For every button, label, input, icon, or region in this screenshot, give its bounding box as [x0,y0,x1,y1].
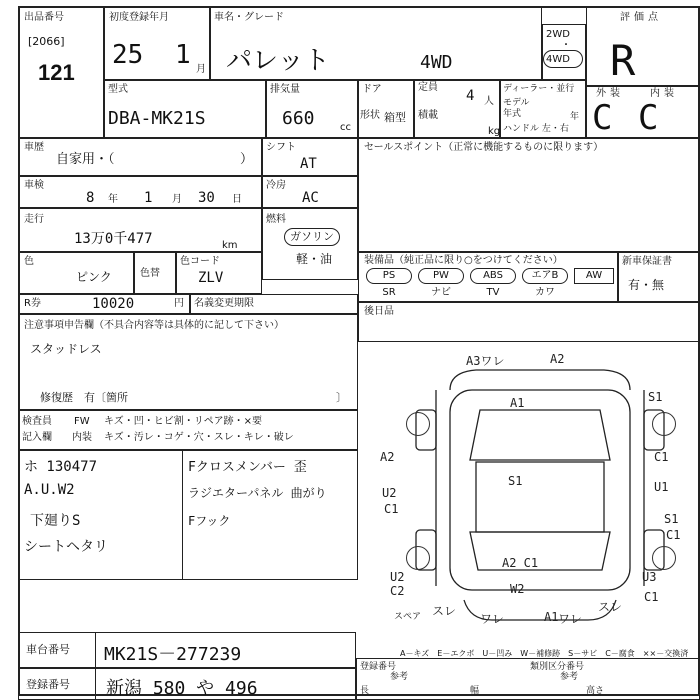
ref-label-1: 登録番号 [360,662,397,672]
color-code-value: ZLV [198,270,224,286]
equip-aw: AW [574,268,614,284]
r-label: R券 [24,298,41,309]
fw-items: キズ・凹・ヒビ割・リペア跡・×要 [104,416,262,427]
mark-u2-rear-left: U2 [390,570,405,584]
two-wd-label: 2WD [546,29,570,40]
load-label: 積載 [418,110,438,121]
mark-c1-r1: C1 [654,450,669,464]
ac-label: 冷房 [266,180,286,191]
eval-label: 評価点 [620,12,662,23]
handle-label: ハンドル 左・右 [503,124,569,134]
usage-value: 自家用・（ [56,152,115,167]
note-6: ラジエターパネル 曲がり [188,486,327,500]
fuel-alt: 軽・油 [296,252,333,266]
wheel-rl [406,546,430,570]
note-5: Fクロスメンバー 歪 [188,460,307,475]
inspection-cell [18,176,262,208]
shape-value: 箱型 [384,111,406,124]
mark-s1-right: S1 [664,512,679,526]
r-value: 10020 [92,296,135,312]
mark-s1-fr: S1 [648,390,663,404]
note-4: シートヘタリ [24,539,108,555]
chassis-value: MK21S－277239 [104,644,242,665]
mark-c1-left: C1 [384,502,399,516]
mark-c1-right: C1 [666,528,681,542]
equip-airbag: エアB [522,268,568,284]
inspector-notes-divider [182,450,183,580]
insp-day-unit: 日 [232,194,242,205]
shape-label: 形状 [360,110,380,121]
usage-close: ） [240,152,254,167]
color-code-label: 色コード [180,256,220,267]
mark-c1-rear-right: C1 [644,590,659,604]
ref-label-2: 類別区分番号 [530,662,585,672]
insp-year: 8 [86,190,95,206]
disp-value: 660 [282,108,315,129]
first-reg-label: 初度登録年月 [109,12,169,23]
mark-c2-rear-left: C2 [390,584,405,598]
eval-score: R [610,36,636,85]
len-label: 長 [360,686,370,696]
warranty-value: 有・無 [628,278,665,292]
capacity-label: 定員 [418,82,438,93]
mark-a1-rear: A1 [544,610,559,624]
int-items: キズ・汚レ・コゲ・穴・スレ・キレ・破レ [104,432,294,443]
width-label: 幅 [470,686,480,696]
color-label: 色 [24,256,34,267]
mark-w2-rear: W2 [510,582,525,596]
mark-sure-rear-left: スレ [432,604,457,618]
dealer-label: ディーラー・並行 [503,84,575,94]
warranty-label: 新車保証書 [622,256,672,267]
height-label: 高さ [586,686,605,696]
ext-label: 外装 [596,88,624,99]
capacity-value: 4 [466,88,475,104]
r-yen: 円 [174,298,184,309]
shift-label: シフト [266,142,296,153]
repair-close: 〕 [336,391,347,404]
ext-grade: C [592,98,613,138]
fuel-label: 燃料 [266,214,286,225]
first-reg-month: 1 [175,40,191,70]
mark-s1-roof: S1 [508,474,523,488]
mark-u1-right: U1 [654,480,669,494]
inspector-label: 検査員 [22,416,52,427]
shift-value: AT [300,156,317,172]
int-grade: C [638,98,659,138]
usage-label: 車歴 [24,142,44,153]
notes-label: 注意事項申告欄（不具合内容等は具体的に記して下さい） [24,320,284,331]
legend: A－キズ E－エクボ U－凹み W－補修跡 S－サビ C－腐食 ××－交換済 [400,649,689,658]
reg-value: 新潟 580 や 496 [106,678,258,699]
repair-label: 修復歴 有〔箇所 [40,391,128,404]
mark-a3ware: A3ワレ [466,354,505,368]
mark-a2c1-rear: A2 C1 [502,556,539,570]
mark-u3-rear-right: U3 [642,570,657,584]
equip-tv: TV [486,287,500,298]
insp-month: 1 [144,190,153,206]
note-2: A.U.W2 [24,482,75,498]
insp-day: 30 [198,190,215,206]
mileage-unit: km [222,240,238,251]
wheel-fl [406,412,430,436]
disp-label: 排気量 [270,84,300,95]
ref-1: 参考 [390,672,409,682]
spare-label: スペア [394,612,422,622]
fuel-value: ガソリン [290,230,334,243]
equip-leather: カワ [535,287,555,298]
mark-ware-rear-right: ワレ [558,612,583,626]
color-type-label: 色替 [140,268,160,279]
color-value: ピンク [76,270,112,284]
fw-label: FW [74,416,90,427]
insp-year-unit: 年 [108,194,118,205]
int-label: 内装 [650,88,678,99]
mark-a2-left: A2 [380,450,395,464]
mark-a2-top: A2 [550,352,565,366]
mileage-label: 走行 [24,214,44,225]
equip-label: 装備品（純正品に限り○をつけてください） [364,255,563,266]
int-label-insp: 内装 [72,432,92,443]
note-3: 下廻りS [30,513,81,529]
type-code: DBA-MK21S [108,108,206,129]
model-label: 車名・グレード [214,12,284,23]
notes-value: スタッドレス [30,342,102,356]
load-unit: kg [488,126,501,137]
disp-unit: cc [340,122,351,133]
model-year-label: モデル年式 [503,98,530,119]
reg-label: 登録番号 [26,678,70,691]
lot-number: 121 [38,60,75,85]
wheel-rr [652,546,676,570]
four-wd-label: 4WD [546,54,570,65]
chassis-label: 車台番号 [26,643,70,656]
after-label: 後日品 [364,306,394,317]
first-reg-year: 25 [112,40,144,70]
mileage-value: 13万0千477 [74,231,153,247]
ref-2: 参考 [560,672,579,682]
lot-label: 出品番号 [24,12,64,23]
capacity-unit: 人 [484,96,494,107]
sales-cell [358,138,700,252]
wheel-fr [652,412,676,436]
entry-label: 記入欄 [22,432,52,443]
after-cell [358,302,700,342]
year-unit: 年 [570,112,580,122]
equip-pw: PW [418,268,464,284]
lot-code: [2066] [28,35,65,48]
drive-value: 4WD [420,52,453,73]
door-label: ドア [362,84,382,95]
mark-ware-rear: ワレ [480,612,505,626]
mark-u2-left: U2 [382,486,397,500]
equip-abs: ABS [470,268,516,284]
note-1: ホ 130477 [24,459,98,475]
equip-sr: SR [382,287,396,298]
mark-a1-hood: A1 [510,396,525,410]
sales-label: セールスポイント（正常に機能するものに限ります） [364,142,604,153]
month-unit: 月 [196,64,206,75]
dot: ・ [561,40,571,51]
equip-ps: PS [366,268,412,284]
type-label: 型式 [108,84,128,95]
insp-month-unit: 月 [172,194,182,205]
owner-label: 名義変更期限 [194,298,254,309]
equip-navi: ナビ [431,287,451,298]
mark-sure-rear-right: スレ [598,600,623,614]
model-name: パレット [226,46,330,76]
inspection-label: 車検 [24,180,44,191]
car-diagram [380,350,700,630]
usage-cell [18,138,262,176]
ac-value: AC [302,190,319,206]
note-7: Fフック [188,514,231,528]
